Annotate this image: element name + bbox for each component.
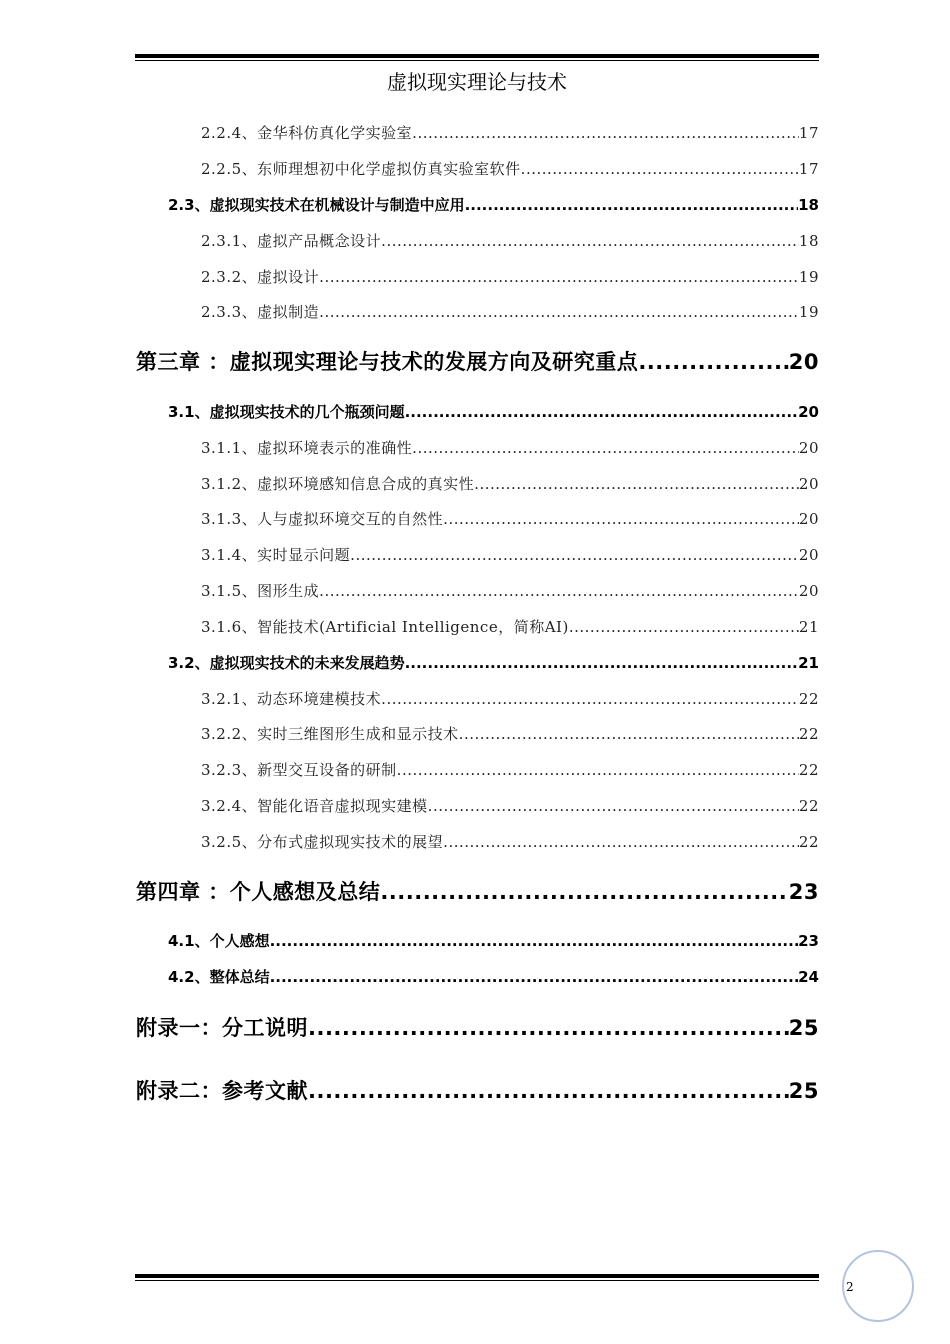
page-header-title: 虚拟现实理论与技术 — [387, 70, 567, 94]
dot-leader — [350, 546, 799, 564]
toc-entry-label: 3.1.5、图形生成 — [201, 582, 320, 600]
toc-entry-page: 20 — [788, 350, 819, 374]
dot-leader — [381, 232, 799, 250]
toc-chapter[interactable] — [136, 876, 819, 906]
toc-entry[interactable] — [201, 831, 819, 852]
toc-entry-label: 3.1.3、人与虚拟环境交互的自然性 — [201, 510, 444, 528]
toc-entry-label: 4.1、个人感想 — [168, 932, 270, 950]
dot-leader — [412, 124, 799, 142]
dot-leader — [412, 439, 799, 457]
toc-entry-label: 第三章 ：虚拟现实理论与技术的发展方向及研究重点 — [136, 350, 639, 374]
toc-entry-page: 17 — [798, 124, 819, 142]
toc-entry-label: 附录二：参考文献 — [136, 1079, 308, 1103]
dot-leader — [569, 618, 799, 636]
dot-leader — [308, 1079, 789, 1103]
toc-entry-label: 2.3.2、虚拟设计 — [201, 268, 320, 286]
toc-entry[interactable] — [201, 759, 819, 780]
toc-entry-label: 3.1、虚拟现实技术的几个瓶颈问题 — [168, 403, 405, 421]
toc-entry[interactable] — [201, 508, 819, 529]
toc-entry[interactable] — [168, 930, 819, 951]
toc-entry-label: 2.3、虚拟现实技术在机械设计与制造中应用 — [168, 196, 465, 214]
toc-entry-page: 22 — [798, 833, 819, 851]
toc-entry-page: 20 — [798, 439, 819, 457]
dot-leader — [405, 654, 799, 672]
toc-entry-page: 19 — [798, 268, 819, 286]
toc-entry-label: 3.1.6、智能技术(Artificial Intelligence，简称AI) — [201, 618, 569, 636]
toc-entry[interactable] — [201, 158, 819, 179]
header-rule — [135, 54, 819, 61]
toc-entry-label: 3.2.5、分布式虚拟现实技术的展望 — [201, 833, 444, 851]
toc-entry[interactable] — [201, 544, 819, 565]
dot-leader — [270, 968, 799, 986]
dot-leader — [381, 690, 799, 708]
toc-entry[interactable] — [201, 266, 819, 287]
toc-entry-label: 2.2.5、东师理想初中化学虚拟仿真实验室软件 — [201, 160, 521, 178]
dot-leader — [308, 1016, 789, 1040]
toc-entry[interactable] — [201, 616, 819, 637]
dot-leader — [405, 403, 799, 421]
toc-entry-page: 22 — [798, 690, 819, 708]
dot-leader — [319, 582, 799, 600]
toc-entry[interactable] — [201, 473, 819, 494]
dot-leader — [319, 268, 799, 286]
dot-leader — [459, 725, 799, 743]
dot-leader — [443, 833, 799, 851]
dot-leader — [319, 303, 799, 321]
toc-entry-page: 21 — [798, 618, 819, 636]
toc-entry-page: 25 — [788, 1079, 819, 1103]
dot-leader — [270, 932, 799, 950]
toc-entry-label: 第四章 ：个人感想及总结 — [136, 880, 381, 904]
toc-entry-label: 附录一：分工说明 — [136, 1016, 308, 1040]
toc-entry[interactable] — [168, 401, 819, 422]
dot-leader — [428, 797, 799, 815]
toc-appendix[interactable] — [136, 1012, 819, 1042]
dot-leader — [638, 350, 788, 374]
toc-entry-label: 3.2.2、实时三维图形生成和显示技术 — [201, 725, 459, 743]
toc-entry-label: 3.2、虚拟现实技术的未来发展趋势 — [168, 654, 405, 672]
toc-entry-page: 20 — [798, 403, 819, 421]
toc-entry[interactable] — [168, 652, 819, 673]
toc-entry-label: 3.1.2、虚拟环境感知信息合成的真实性 — [201, 475, 475, 493]
toc-entry-label: 3.2.1、动态环境建模技术 — [201, 690, 382, 708]
toc-entry-page: 22 — [798, 797, 819, 815]
toc-entry-page: 20 — [798, 475, 819, 493]
toc-entry[interactable] — [168, 966, 819, 987]
toc-entry-page: 18 — [798, 196, 819, 214]
toc-entry-page: 22 — [798, 725, 819, 743]
toc-entry-label: 2.2.4、金华科仿真化学实验室 — [201, 124, 413, 142]
toc-entry-label: 2.3.3、虚拟制造 — [201, 303, 320, 321]
toc-entry[interactable] — [201, 580, 819, 601]
toc-entry[interactable] — [201, 723, 819, 744]
toc-entry-page: 22 — [798, 761, 819, 779]
page-number: 2 — [846, 1280, 854, 1294]
toc-entry-page: 18 — [798, 232, 819, 250]
toc-entry-label: 3.1.4、实时显示问题 — [201, 546, 351, 564]
dot-leader — [380, 880, 788, 904]
toc-entry-page: 23 — [788, 880, 819, 904]
toc-entry-label: 3.2.4、智能化语音虚拟现实建模 — [201, 797, 428, 815]
toc-entry[interactable] — [201, 122, 819, 143]
dot-leader — [465, 196, 799, 214]
toc-entry-page: 24 — [798, 968, 819, 986]
dot-leader — [397, 761, 799, 779]
toc-entry-page: 21 — [798, 654, 819, 672]
toc-entry-page: 20 — [798, 510, 819, 528]
toc-entry[interactable] — [201, 437, 819, 458]
toc-entry-page: 20 — [798, 546, 819, 564]
dot-leader — [474, 475, 799, 493]
toc-entry-label: 3.1.1、虚拟环境表示的准确性 — [201, 439, 413, 457]
toc-entry-page: 20 — [798, 582, 819, 600]
toc-entry-page: 17 — [798, 160, 819, 178]
toc-entry-label: 3.2.3、新型交互设备的研制 — [201, 761, 397, 779]
toc-appendix[interactable] — [136, 1075, 819, 1105]
toc-entry[interactable] — [201, 230, 819, 251]
toc-entry-page: 23 — [798, 932, 819, 950]
toc-entry[interactable] — [201, 795, 819, 816]
toc-entry-label: 4.2、整体总结 — [168, 968, 270, 986]
toc-entry[interactable] — [168, 194, 819, 215]
toc-entry-label: 2.3.1、虚拟产品概念设计 — [201, 232, 382, 250]
dot-leader — [443, 510, 799, 528]
toc-entry[interactable] — [201, 688, 819, 709]
footer-rule — [135, 1274, 819, 1281]
dot-leader — [521, 160, 799, 178]
toc-chapter[interactable] — [136, 346, 819, 376]
toc-entry-page: 19 — [798, 303, 819, 321]
toc-entry[interactable] — [201, 301, 819, 322]
toc-entry-page: 25 — [788, 1016, 819, 1040]
